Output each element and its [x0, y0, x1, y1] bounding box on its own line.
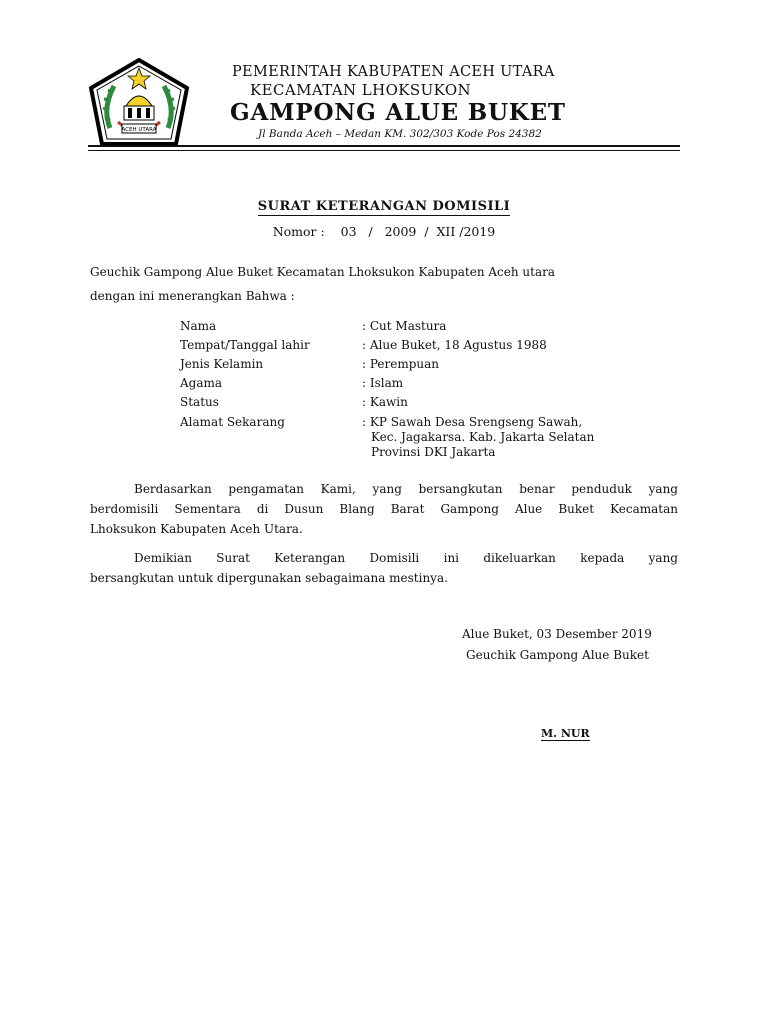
signatory-name: M. NUR	[541, 727, 590, 740]
letter-number: Nomor : 03 / 2009 / XII /2019	[272, 224, 496, 239]
field-label-address: Alamat Sekarang	[180, 415, 285, 429]
intro-line-2: dengan ini menerangkan Bahwa :	[90, 289, 295, 303]
paragraph-closing-line-2: bersangkutan untuk dipergunakan sebagaimana mestinya.	[90, 571, 448, 585]
field-value-address-line-3: Provinsi DKI Jakarta	[371, 445, 496, 459]
aceh-utara-emblem-icon	[88, 58, 190, 148]
paragraph-observation-line-3: Lhoksukon Kabupaten Aceh Utara.	[90, 522, 303, 536]
field-value-religion: : Islam	[362, 376, 404, 390]
paragraph-observation-line-2: berdomisili Sementara di Dusun Blang Barat Gampong Alue Buket Kecamatan	[90, 502, 678, 516]
paragraph-observation	[90, 479, 678, 539]
paragraph-closing-line-1: Demikian Surat Keterangan Domisili ini dikeluarkan kepada yang	[134, 551, 678, 565]
field-label-religion: Agama	[180, 376, 223, 390]
letter-title	[0, 199, 768, 214]
field-label-nama: Nama	[180, 319, 217, 333]
field-label-birth: Tempat/Tanggal lahir	[180, 338, 310, 352]
field-value-nama: : Cut Mastura	[362, 319, 447, 333]
field-label-status: Status	[180, 395, 219, 409]
field-value-status: : Kawin	[362, 395, 408, 409]
intro-line-1: Geuchik Gampong Alue Buket Kecamatan Lhoksukon Kabupaten Aceh utara	[90, 265, 555, 279]
logo-banner-text: ACEH UTARA	[121, 127, 157, 133]
header-village-title: GAMPONG ALUE BUKET	[230, 99, 566, 126]
letter-title-text: SURAT KETERANGAN DOMISILI	[257, 199, 511, 214]
header-district-line: KECAMATAN LHOKSUKON	[250, 81, 472, 99]
field-value-gender: : Perempuan	[362, 357, 440, 371]
field-label-gender: Jenis Kelamin	[180, 357, 264, 371]
header-government-line: PEMERINTAH KABUPATEN ACEH UTARA	[232, 64, 555, 80]
field-value-address-line-2: Kec. Jagakarsa. Kab. Jakarta Selatan	[371, 430, 595, 444]
paragraph-closing	[90, 548, 678, 588]
signature-place-date: Alue Buket, 03 Desember 2019	[462, 627, 652, 641]
header-address: Jl Banda Aceh – Medan KM. 302/303 Kode Pos 24382	[258, 128, 542, 140]
header-divider-thick	[88, 145, 680, 147]
field-value-address: : KP Sawah Desa Srengseng Sawah,	[362, 415, 583, 429]
header-divider-thin	[88, 150, 680, 151]
field-value-birth: : Alue Buket, 18 Agustus 1988	[362, 338, 547, 352]
paragraph-observation-line-1: Berdasarkan pengamatan Kami, yang bersangkutan benar penduduk yang	[134, 482, 678, 496]
signature-role: Geuchik Gampong Alue Buket	[466, 648, 649, 662]
